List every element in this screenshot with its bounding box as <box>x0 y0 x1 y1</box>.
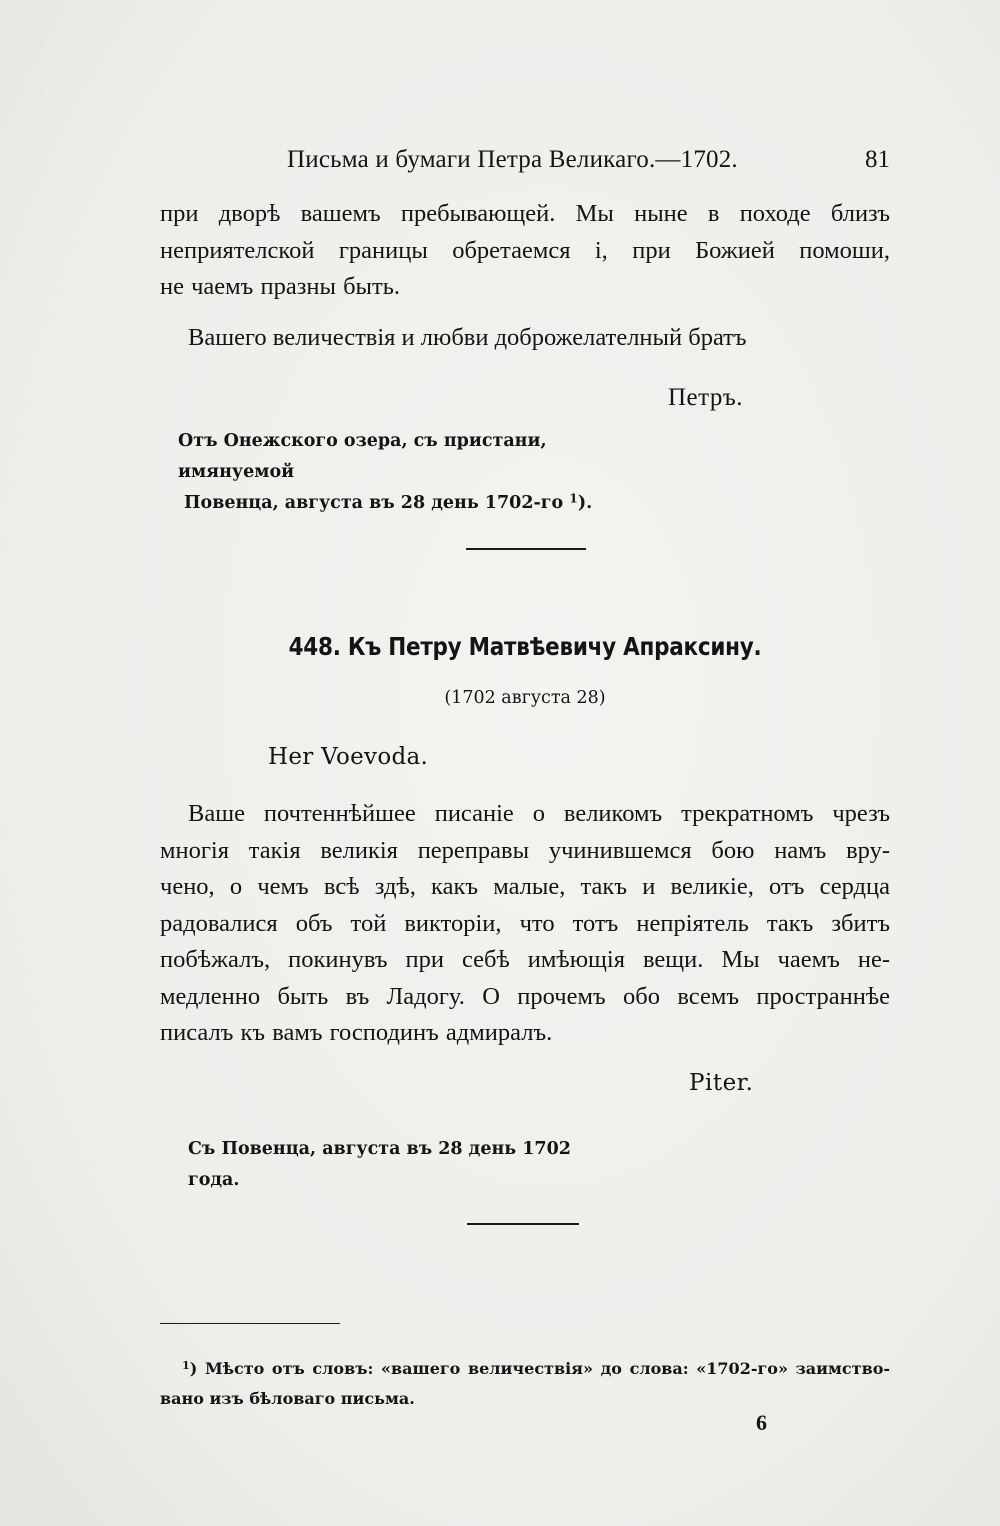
letter2-paragraph <box>160 796 890 1052</box>
letter1-line: неприятелской границы обретаемся і, при Божией помоши, <box>160 236 890 264</box>
letter2-line: радовалися объ той викторіи, что тотъ непріятель такъ збитъ <box>160 909 890 937</box>
footnote <box>160 1354 890 1414</box>
footnote-line: вано изъ бѣловаго письма. <box>160 1389 415 1408</box>
letter2-line: Ваше почтеннѣйшее писаніе о великомъ трекратномъ чрезъ <box>188 800 890 827</box>
letter1-closing: Вашего величествія и любви доброжелателный братъ <box>188 324 747 351</box>
letter2-line: чено, о чемъ всѣ здѣ, какъ малые, такъ и великіе, отъ сердца <box>160 873 890 900</box>
letter1-paragraph <box>160 196 890 306</box>
letter1-dateline-line: Отъ Онежского озера, съ пристани, имянуемой <box>178 431 547 482</box>
page-number: 81 <box>865 146 890 173</box>
letter2-signature: Piter. <box>689 1070 754 1096</box>
letter2-line: медленно быть въ Ладогу. О прочемъ обо всемъ пространнѣе <box>160 982 890 1010</box>
letter2-date: (1702 августа 28) <box>444 688 606 708</box>
letter2-heading: 448. Къ Петру Матвѣевичу Апраксину. <box>288 632 762 661</box>
running-head <box>160 142 890 182</box>
footnote-text: ) Мѣсто отъ словъ: «вашего величествія» до слова: «1702-го» заимство- <box>189 1359 890 1378</box>
letter1-line: при дворѣ вашемъ пребывающей. Мы ныне в походе близъ <box>160 200 890 227</box>
letter1-line: не чаемъ празны быть. <box>160 273 401 300</box>
letter2-dateline: Съ Повенца, августа въ 28 день 1702 года. <box>188 1139 571 1190</box>
letter2-line: побѣжалъ, покинувъ при себѣ имѣющія вещи. Мы чаемъ не- <box>160 946 890 973</box>
running-title: Письма и бумаги Петра Великаго.—1702. <box>287 146 738 173</box>
printer-signature-mark: 6 <box>756 1410 767 1435</box>
letter2-line: писалъ къ вамъ господинъ адмиралъ. <box>160 1019 553 1046</box>
footnote-marker: 1 <box>182 1357 190 1372</box>
letter1-dateline <box>178 426 638 519</box>
letter1-dateline-line <box>178 488 638 519</box>
letter2-salutation: Her Voevoda. <box>268 744 429 770</box>
letter1-dateline-tail: ). <box>577 493 593 513</box>
letter1-signature: Петръ. <box>668 384 744 411</box>
section-divider <box>467 1223 579 1225</box>
letter2-line: многія такія великія переправы учинившемся бою намъ вру- <box>160 836 890 864</box>
footnote-rule <box>160 1323 340 1324</box>
footnote-reference[interactable]: 1 <box>569 490 578 506</box>
footnote-line <box>160 1354 890 1384</box>
letter1-dateline-text: Повенца, августа въ 28 день 1702-го <box>184 493 564 513</box>
section-divider <box>466 548 586 550</box>
